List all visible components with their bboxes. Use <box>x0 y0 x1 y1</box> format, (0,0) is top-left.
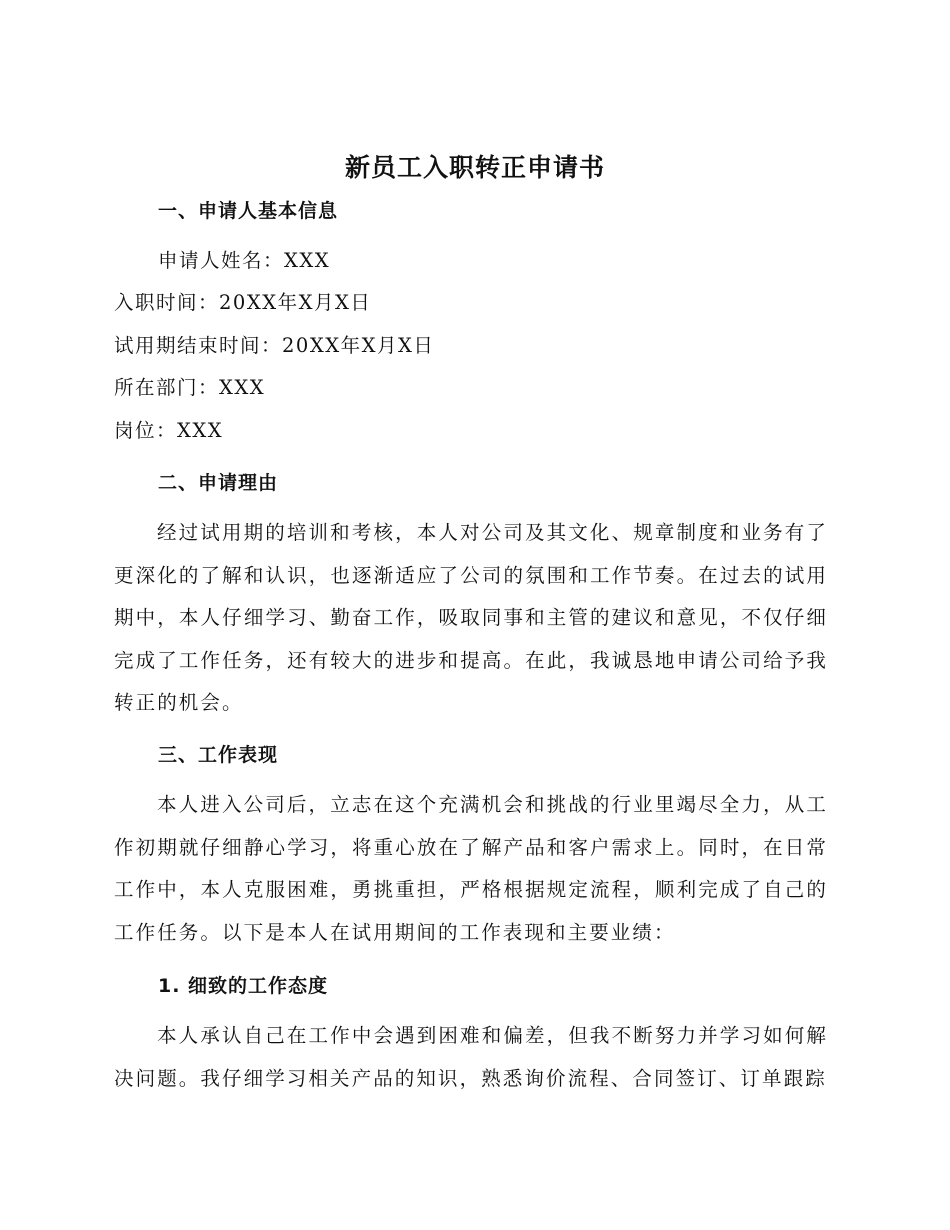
performance-paragraph: 本人进入公司后，立志在这个充满机会和挑战的行业里竭尽全力，从工作初期就仔细静心学习，将重心放在了解产品和客户需求上。同时，在日常工作中，本人克服困难，勇挑重担，严格根据规定流程，顺利完成了自己的工作任务。以下是本人在试用期间的工作表现和主要业绩： <box>114 793 828 944</box>
department-line: 所在部门：XXX <box>114 376 266 399</box>
applicant-name-line: 申请人姓名：XXX <box>158 249 331 272</box>
attitude-paragraph: 本人承认自己在工作中会遇到困难和偏差，但我不断努力并学习如何解决问题。我仔细学习相关产品的知识，熟悉询价流程、合同签订、订单跟踪 <box>114 1024 828 1090</box>
subsection-heading-attitude: 1. 细致的工作态度 <box>158 975 329 997</box>
section-heading-performance: 三、工作表现 <box>158 744 279 766</box>
position-line: 岗位：XXX <box>114 419 224 442</box>
section-heading-reason: 二、申请理由 <box>158 472 279 494</box>
section-heading-basic-info: 一、申请人基本信息 <box>158 200 339 222</box>
document-title: 新员工入职转正申请书 <box>344 153 605 182</box>
reason-paragraph: 经过试用期的培训和考核，本人对公司及其文化、规章制度和业务有了更深化的了解和认识，也逐渐适应了公司的氛围和工作节奏。在过去的试用期中，本人仔细学习、勤奋工作，吸取同事和主管的建议和意见，不仅仔细完成了工作任务，还有较大的进步和提高。在此，我诚恳地申请公司给予我转正的机会。 <box>114 521 828 714</box>
probation-end-line: 试用期结束时间：20XX年X月X日 <box>114 334 435 357</box>
entry-time-line: 入职时间：20XX年X月X日 <box>114 291 372 314</box>
